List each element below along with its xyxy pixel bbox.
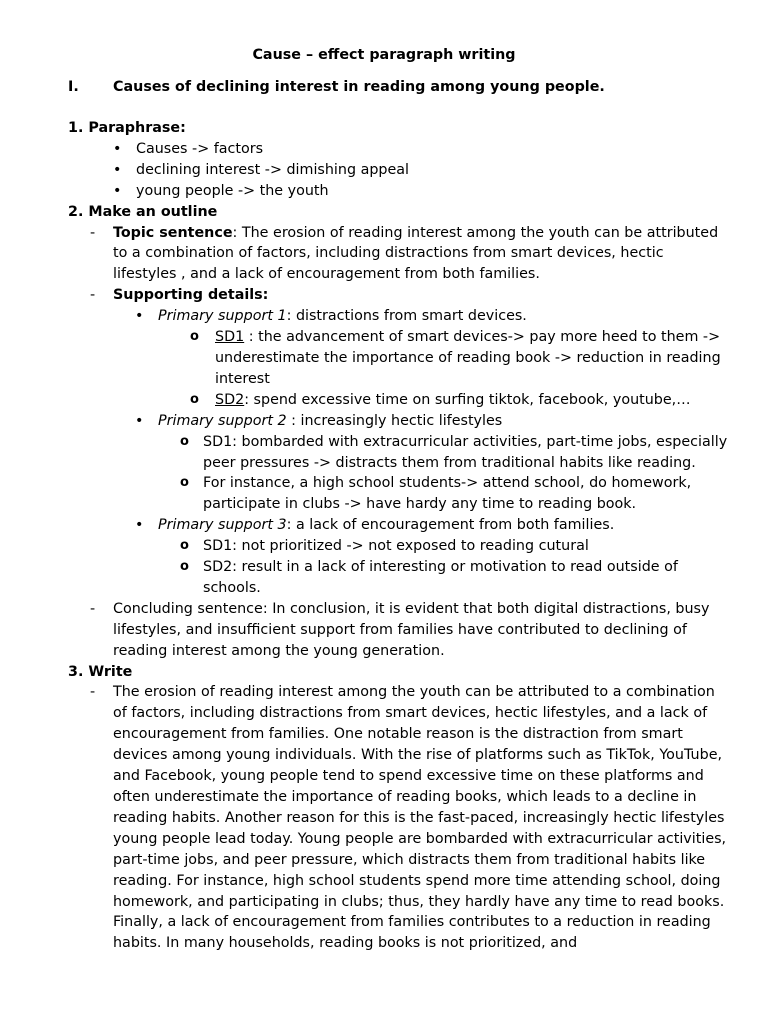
- circle-bullet-icon: o: [180, 538, 189, 554]
- topic-sentence-text: : The erosion of reading interest among the youth can be attributed to a combination of factors, including distractions from smart devices, hectic lifestyles , and a lack of encouragement from both families.: [113, 224, 719, 283]
- bullet-icon: •: [135, 308, 144, 325]
- bullet-icon: •: [135, 412, 144, 429]
- section-numeral: I.: [68, 79, 79, 95]
- primary-support-3-label: Primary support 3: [158, 517, 287, 534]
- support-1-sd1: o SD1 : the advancement of smart devices-> pay more heed to them -> underestimate the importance of reading book -> reduction in reading interest: [190, 329, 721, 387]
- support-2-sd1: o SD1: bombarded with extracurricular activities, part-time jobs, especially peer pressures -> distracts them from traditional habits like reading.: [180, 433, 728, 471]
- written-paragraph: - The erosion of reading interest among the youth can be attributed to a combination of factors, including distractions from smart devices, hectic lifestyles, and a lack of encouragement from families. One notable reason is the distraction from smart devices among young individuals. With the rise of platforms such as TikTok, YouTube, and Facebook, young people tend to spend excessive time on these platforms and often underestimate the importance of reading books, which leads to a decline in reading habits. Another reason for this is the fast-paced, increasingly hectic lifestyles young people lead today. Young people are bombarded with extracurricular activities, part-time jobs, and peer pressure, which distracts them from traditional habits like reading. For instance, high school students spend more time attending school, doing homework, and participating in clubs; thus, they hardly have any time to read books. Finally, a lack of encouragement from families contributes to a reduction in reading habits. In many households, reading books is not prioritized, and: [90, 684, 727, 952]
- supporting-details-label: Supporting details:: [113, 287, 269, 304]
- dash-icon: -: [90, 224, 96, 241]
- list-item: • young people -> the youth: [68, 181, 728, 202]
- section-heading: [68, 77, 605, 97]
- support-1-sd2: o SD2: spend excessive time on surfing tiktok, facebook, youtube,…: [68, 390, 728, 411]
- support-3-sd2: o SD2: result in a lack of interesting or motivation to read outside of schools.: [180, 559, 678, 596]
- outline-heading: 2. Make an outline: [68, 203, 218, 220]
- section-heading-text: Causes of declining interest in reading among young people.: [113, 79, 605, 95]
- bullet-icon: •: [113, 182, 122, 199]
- list-item: • Causes -> factors: [68, 139, 728, 160]
- primary-support-1-label: Primary support 1: [158, 308, 287, 325]
- topic-sentence: [68, 223, 728, 286]
- circle-bullet-icon: o: [180, 433, 189, 449]
- bullet-icon: •: [113, 140, 122, 157]
- circle-bullet-icon: o: [180, 559, 189, 575]
- circle-bullet-icon: o: [180, 475, 189, 491]
- bullet-icon: •: [135, 517, 144, 534]
- primary-support-2: • Primary support 2 : increasingly hectic lifestyles: [68, 411, 728, 432]
- document-body: [68, 118, 728, 954]
- dash-icon: -: [90, 684, 96, 701]
- write-heading: 3. Write: [68, 663, 133, 680]
- supporting-details: [68, 285, 728, 306]
- support-2-sd2: o For instance, a high school students-> attend school, do homework, participate in clubs -> have hardy any time to reading book.: [180, 475, 692, 513]
- dash-icon: -: [90, 287, 96, 304]
- primary-support-2-label: Primary support 2: [158, 412, 287, 429]
- dash-icon: -: [90, 600, 96, 617]
- primary-support-1: • Primary support 1: distractions from smart devices.: [68, 306, 728, 327]
- list-item: • declining interest -> dimishing appeal: [68, 160, 728, 181]
- primary-support-3: • Primary support 3: a lack of encouragement from both families.: [68, 515, 728, 536]
- support-3-sd1: o SD1: not prioritized -> not exposed to reading cutural: [68, 536, 728, 557]
- topic-sentence-label: Topic sentence: [113, 224, 233, 241]
- circle-bullet-icon: o: [190, 391, 199, 407]
- paraphrase-heading: 1. Paraphrase:: [68, 120, 186, 136]
- concluding-sentence: - Concluding sentence: In conclusion, it is evident that both digital distractions, busy lifestyles, and insufficient support from families have contributed to declining of reading interest among the young generation.: [90, 600, 710, 659]
- circle-bullet-icon: o: [190, 329, 199, 345]
- document-title: Cause – effect paragraph writing: [252, 47, 516, 63]
- bullet-icon: •: [113, 161, 122, 178]
